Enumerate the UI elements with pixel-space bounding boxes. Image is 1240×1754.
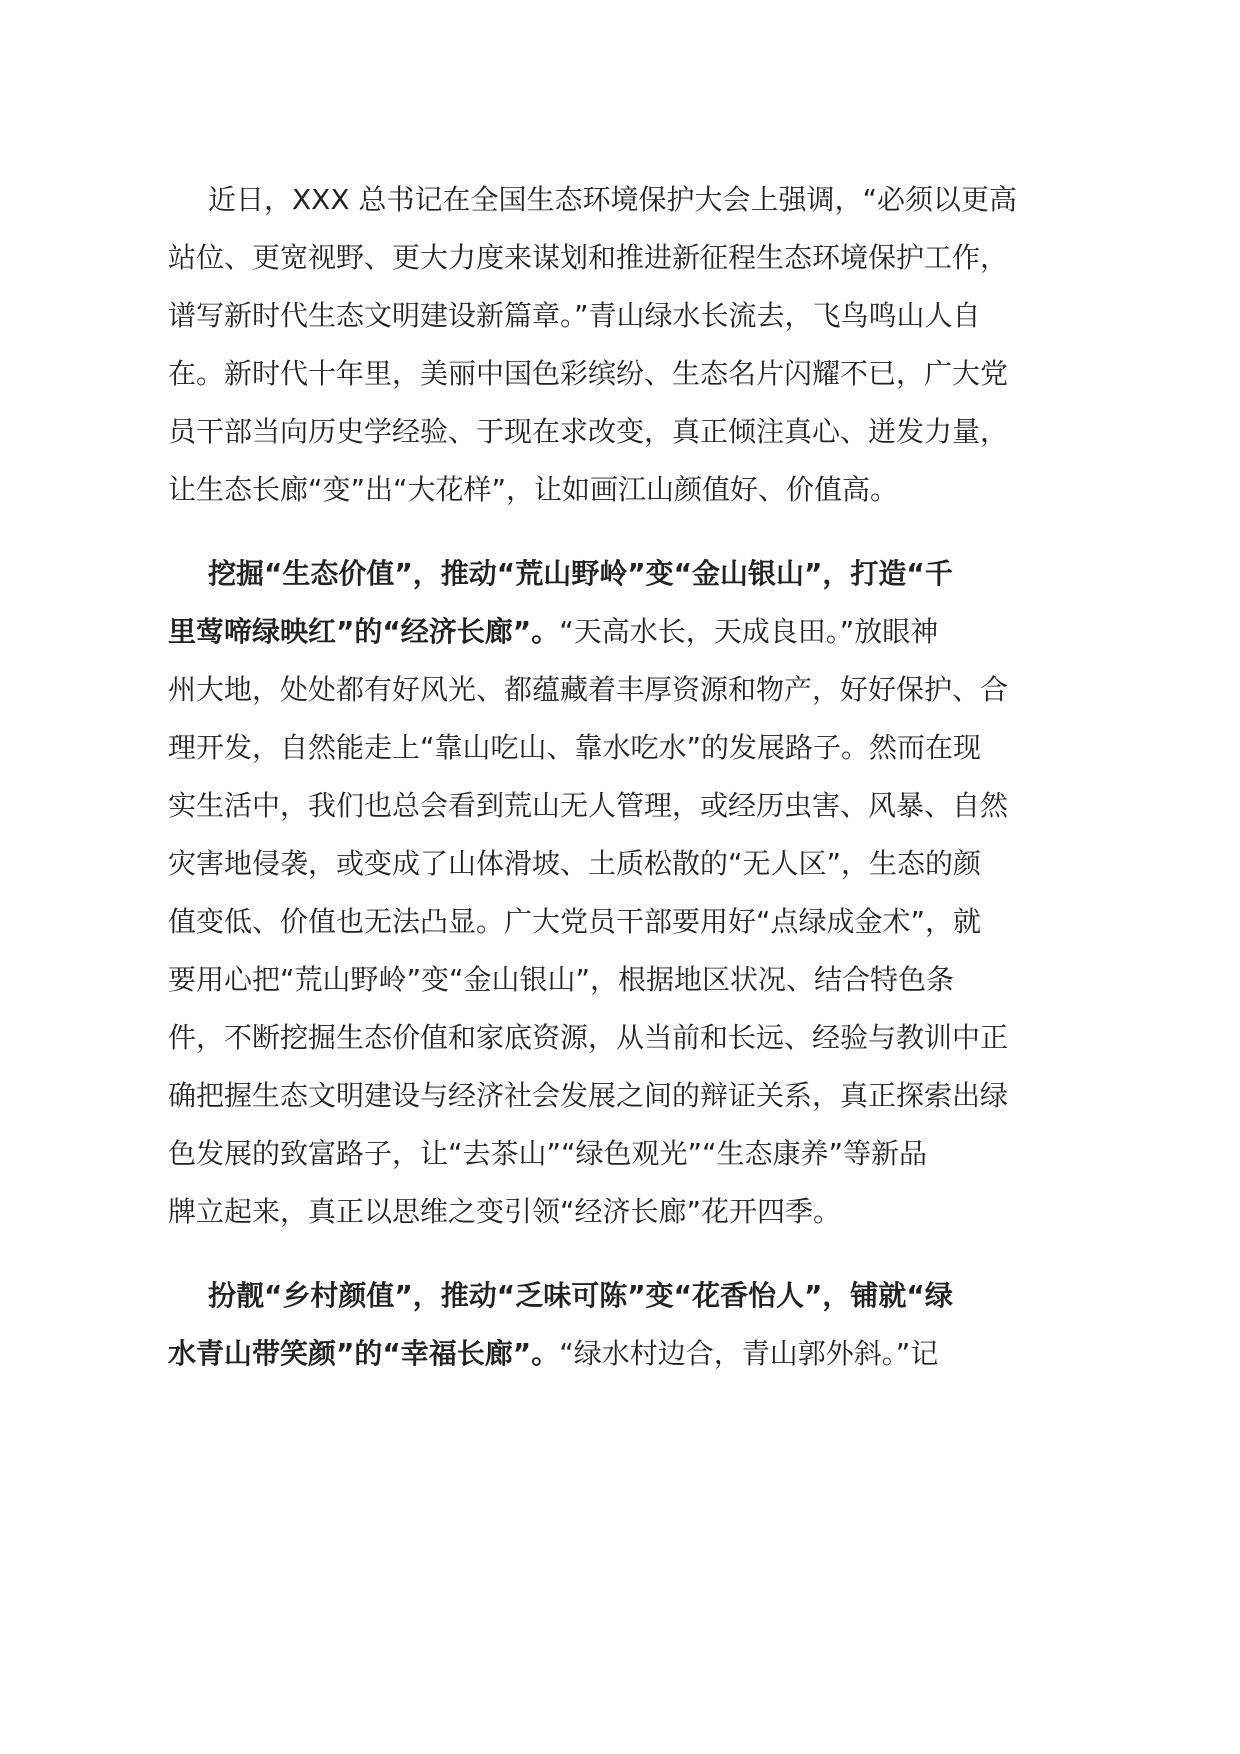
section-1-heading-line-1 xyxy=(208,552,953,596)
section-2-heading-line-2 xyxy=(168,1332,938,1376)
section-1-line-9: 色发展的致富路子，让“去茶山”“绿色观光”“生态康养”等新品 xyxy=(168,1137,928,1170)
section-1-line-5: 值变低、价值也无法凸显。广大党员干部要用好“点绿成金术”，就 xyxy=(168,905,982,938)
section-1-line-1: 州大地，处处都有好风光、都蕴藏着丰厚资源和物产，好好保护、合 xyxy=(168,673,1009,706)
section-1-line-3: 实生活中，我们也总会看到荒山无人管理，或经历虫害、风暴、自然 xyxy=(168,789,1009,822)
section-1-line-2: 理开发，自然能走上“靠山吃山、靠水吃水”的发展路子。然而在现 xyxy=(168,731,982,764)
section-1-heading-part-1: 挖掘“生态价值”，推动“荒山野岭”变“金山银山”，打造“千 xyxy=(208,557,953,590)
section-2-heading-part-2: 水青山带笑颜”的“幸福长廊”。 xyxy=(168,1337,560,1370)
section-1-line-7: 件，不断挖掘生态价值和家底资源，从当前和长远、经验与教训中正 xyxy=(168,1021,1009,1054)
section-2-body-start: “绿水村边合，青山郭外斜。”记 xyxy=(559,1337,939,1370)
section-2-heading-line-1 xyxy=(208,1274,953,1318)
paragraph-1-line-5: 员干部当向历史学经验、于现在求改变，真正倾注真心、迸发力量， xyxy=(168,415,1009,448)
section-1-heading-part-2: 里莺啼绿映红”的“经济长廊”。 xyxy=(168,615,560,648)
section-1-line-8: 确把握生态文明建设与经济社会发展之间的辩证关系，真正探索出绿 xyxy=(168,1079,1009,1112)
section-2-heading-part-1: 扮靓“乡村颜值”，推动“乏味可陈”变“花香怡人”，铺就“绿 xyxy=(208,1279,953,1312)
section-1-line-10: 牌立起来，真正以思维之变引领“经济长廊”花开四季。 xyxy=(168,1195,842,1228)
paragraph-1-line-2: 站位、更宽视野、更大力度来谋划和推进新征程生态环境保护工作， xyxy=(168,241,1009,274)
paragraph-1-line-4: 在。新时代十年里，美丽中国色彩缤纷、生态名片闪耀不已，广大党 xyxy=(168,357,1009,390)
paragraph-1-line-1: 近日，XXX 总书记在全国生态环境保护大会上强调，“必须以更高 xyxy=(208,183,1017,216)
section-1-heading-line-2 xyxy=(168,610,938,654)
paragraph-1-line-3: 谱写新时代生态文明建设新篇章。”青山绿水长流去，飞鸟鸣山人自 xyxy=(168,299,981,332)
section-1-line-6: 要用心把“荒山野岭”变“金山银山”，根据地区状况、结合特色条 xyxy=(168,963,955,996)
section-1-body-start: “天高水长，天成良田。”放眼神 xyxy=(559,615,939,648)
paragraph-1-line-6: 让生态长廊“变”出“大花样”，让如画江山颜值好、价值高。 xyxy=(168,473,899,506)
section-1-line-4: 灾害地侵袭，或变成了山体滑坡、土质松散的“无人区”，生态的颜 xyxy=(168,847,982,880)
